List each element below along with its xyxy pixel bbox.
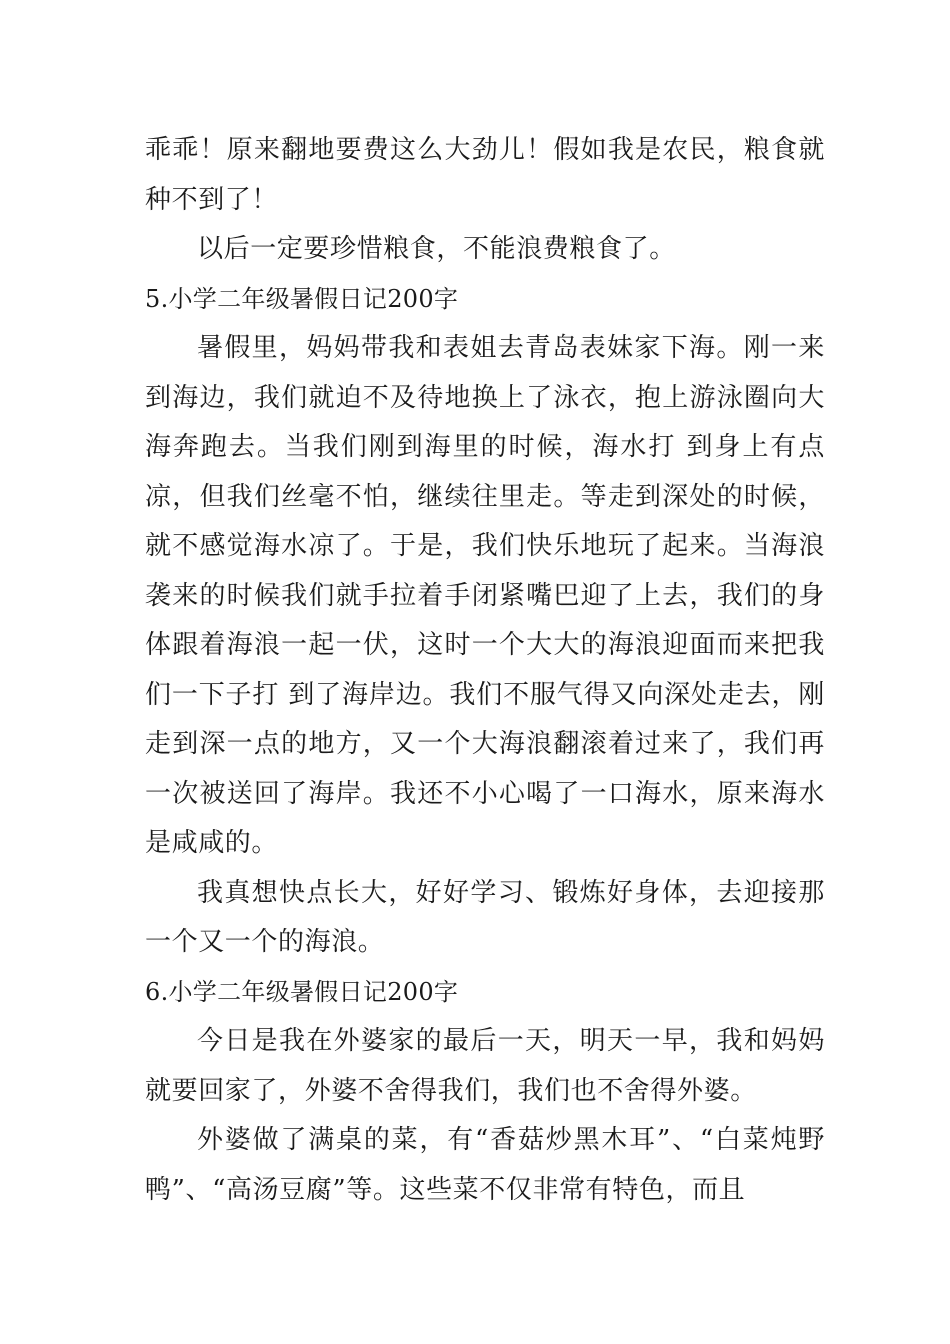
section-heading: 5.小学二年级暑假日记200字 xyxy=(145,284,459,313)
paragraph: 以后一定要珍惜粮食，不能浪费粮食了。 xyxy=(197,234,676,264)
paragraph: 暑假里，妈妈带我和表姐去青岛表妹家下海。刚一来到海边，我们就迫不及待地换上了泳衣，抱上游泳圈向大海奔跑去。当我们刚到海里的时候，海水打 到身上有点凉，但我们丝毫不怕，继续往里走。等走到深处的时候，就不感觉海水凉了。于是，我们快乐地玩了起来。当海浪袭来的时候我们就手拉着手闭紧嘴巴迎了上去，我们的身体跟着海浪一起一伏，这时一个大大的海浪迎面而来把我们一下子打 到了海岸边。我们不服气得又向深处走去，刚走到深一点的地方，又一个大海浪翻滚着过来了，我们再一次被送回了海岸。我还不小心喝了一口海水，原来海水是咸咸的。 xyxy=(145,333,825,858)
document-body xyxy=(145,126,825,1215)
paragraph: 我真想快点长大，好好学习、锻炼好身体，去迎接那一个又一个的海浪。 xyxy=(145,877,825,957)
paragraph: 今日是我在外婆家的最后一天，明天一早，我和妈妈就要回家了，外婆不舍得我们，我们也不舍得外婆。 xyxy=(145,1026,825,1106)
section-heading: 6.小学二年级暑假日记200字 xyxy=(145,977,459,1006)
paragraph: 外婆做了满桌的菜，有“香菇炒黑木耳”、“白菜炖野鸭”、“高汤豆腐”等。这些菜不仅非常有特色，而且 xyxy=(145,1125,825,1205)
paragraph-continuation: 乖乖！原来翻地要费这么大劲儿！假如我是农民，粮食就种不到了！ xyxy=(145,135,825,215)
